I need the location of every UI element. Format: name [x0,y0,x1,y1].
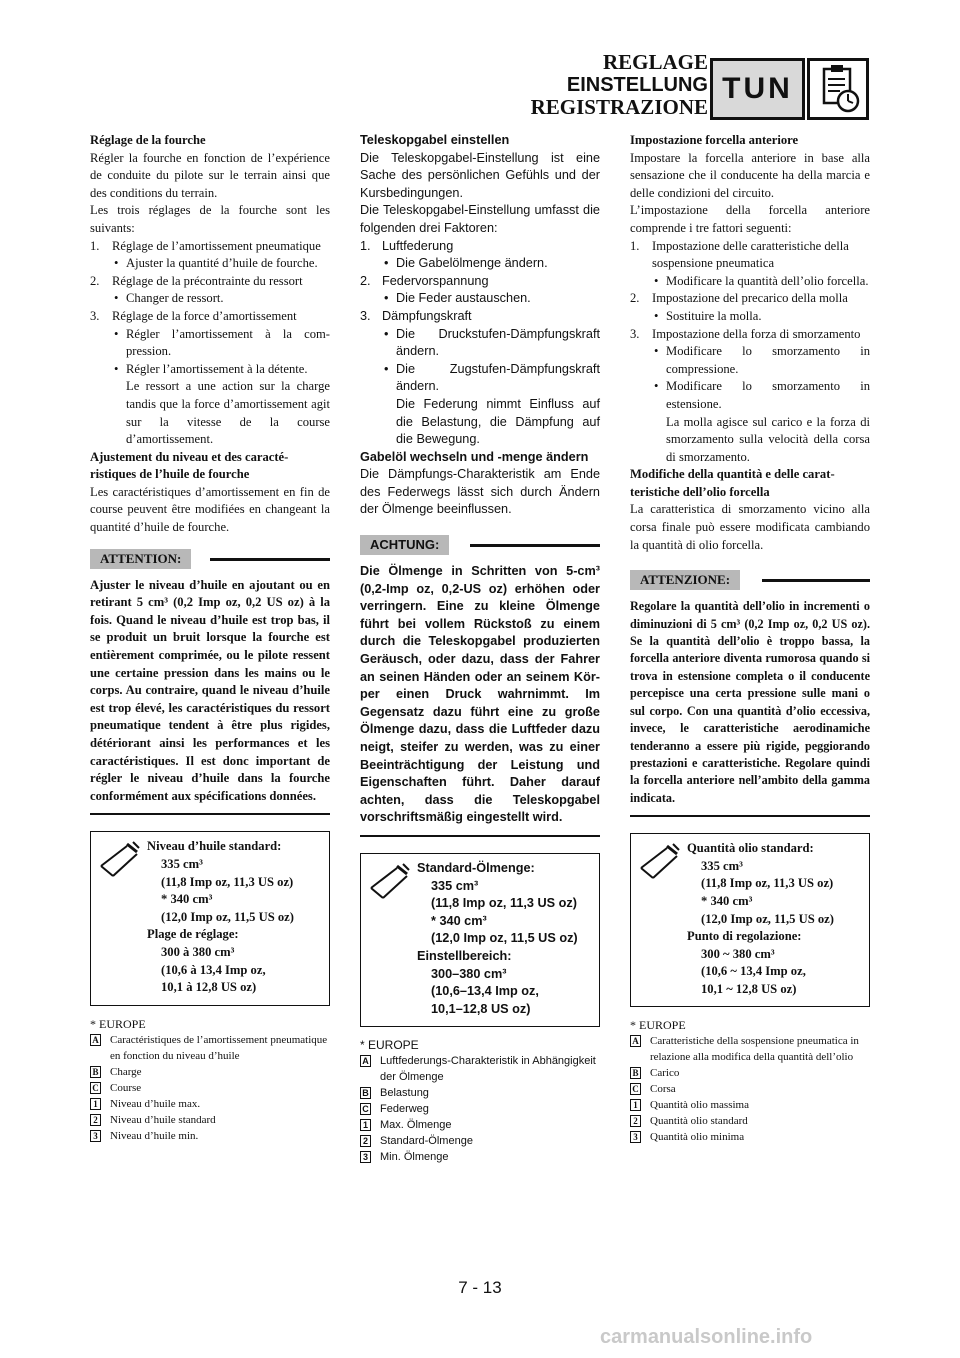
title-it: REGISTRAZIONE [530,95,708,119]
bullet-item: • Modificare lo smorzamento in compressione. [630,343,870,378]
caution-label: ACHTUNG: [360,535,449,555]
bullet-icon: • [114,291,119,306]
heading-fork-adjust: Réglage de la fourche [90,133,206,147]
legend-item: A Luftfederungs-Charakteristik in Abhängigkeit der Ölmenge [360,1053,600,1085]
title-de: EINSTELLUNG [566,74,708,96]
list-item: 2. Réglage de la précontrainte du ressort [90,273,303,288]
figure-legend: * EUROPE A Luftfederungs-Charakteristik in Abhängigkeit der Ölmenge B Belastung C Federweg 1 Max. Ölmenge 2 Standard-Ölmenge 3 Min. Ölmenge [360,1037,600,1165]
paragraph: Die Teleskopgabel-Einstellung umfasst die folgenden drei Faktoren: [360,203,600,235]
bullet-icon: • [384,326,389,341]
caution-label: ATTENTION: [90,549,191,569]
caution-header [360,533,600,559]
column-french [90,132,330,1144]
divider [470,544,600,547]
paragraph: Régler la fourche en fonction de l’expérience de conduite du pilote sur le terrain ainsi que des conditions du terrain. [90,150,330,200]
bullet-icon: • [654,344,659,359]
paragraph: Les caractéristiques d’amortissement en fin de course peuvent être modifiées en changeant la quantité d’huile de fourche. [90,484,330,535]
paragraph: Impostare la forcella anteriore in base alla sensazione che il conducente ha della marcia e delle condizioni del circuito. [630,150,870,200]
clipboard-stopwatch-icon [807,58,869,120]
caution-text: Die Ölmenge in Schritten von 5-cm³ (0,2-Imp oz, 0,2-US oz) erhöhen oder verringern. Eine zu kleine Ölmenge führt bei vollem Rückstoß zu einem durch die Teleskopgabel produzierten Geräusch, oder dazu, dass der Fahrer an seinen Händen oder an seinem Körper einen Druck wahrnimmt. Im Gegensatz dazu führt eine zu große Ölmenge dazu, dass die Luftfeder dazu neigt, steifer zu werden, was zu einer Beeinträchtigung der Leistung und Eigenschaften führt. Daher darauf achten, dass die Teleskopgabel vorschriftsmäßig eingestellt wird. [360,563,600,837]
list-item: 3. Dämpfungskraft [360,308,472,323]
bullet-icon: • [654,379,659,394]
bullet-item: • Sostituire la molla. [630,308,870,326]
caution-text: Ajuster le niveau d’huile en ajoutant ou en retirant 5 cm³ (0,2 Imp oz, 0,2 US oz) à la fois. Quand le niveau d’huile est trop bas, il se produit un bruit lorsque la fourche est entièrement comprimée, ou le pilote ressent une certaine pression dans les mains ou le corps. Au contraire, quand le niveau d’huile est trop élevé, les caractéristiques du ressort pneumatique tendent à être plus rigides, détériorant ainsi les performances et les caractéristiques. Il est donc important de régler le niveau d’huile dans la fourche conformément aux spécifications données. [90,577,330,816]
column-italian [630,132,870,1145]
page-header [520,52,880,122]
title-fr: REGLAGE [602,50,708,74]
heading-fork-adjust: Teleskopgabel einstellen [360,133,510,147]
bullet-item: • Die Druckstufen-Dämpfungskraft ändern. [360,326,600,361]
paragraph: Die Teleskopgabel-Einstellung ist eine Sache des persönlichen Gefühls und der Kursbedingungen. [360,150,600,200]
list-item: 1. Impostazione delle caratteristiche della sospensione pneumatica [630,238,849,271]
legend-item: 2 Niveau d’huile standard [90,1112,330,1128]
legend-item: A Caractéristiques de l’amortissement pneumatique en fonction du niveau d’huile [90,1032,330,1064]
bullet-item: • Régler l’amortissement à la détente. [90,361,330,379]
bullet-item: • Die Gabelölmenge ändern. [360,255,600,273]
bullet-icon: • [384,291,389,306]
legend-item: A Caratteristiche della sospensione pneumatica in relazione alla modifica della quantità dell’olio [630,1033,870,1065]
note: La molla agisce sul carico e la forza di smorzamento sulla velocità della corsa di smorzamento. [666,414,870,464]
spec-box: Quantità olio standard: 335 cm³ (11,8 Imp oz, 11,3 US oz) * 340 cm³ (12,0 Imp oz, 11,5 US oz) Punto di regolazione: 300 ~ 380 cm³ (10,6 ~ 13,4 Imp oz, 10,1 ~ 12,8 US oz) [630,833,870,1007]
note: Die Federung nimmt Einfluss auf die Belastung, die Dämpfung auf die Bewegung. [396,396,600,447]
wrench-pencil-icon [637,842,685,882]
legend-item: 2 Standard-Ölmenge [360,1133,600,1149]
legend-item: 1 Niveau d’huile max. [90,1096,330,1112]
figure-legend: * EUROPE A Caractéristiques de l’amortissement pneumatique en fonction du niveau d’huile B Charge C Course 1 Niveau d’huile max. 2 Niveau d’huile standard 3 Niveau d’huile min. [90,1016,330,1144]
list-item: 3. Réglage de la force d’amortissement [90,308,297,323]
bullet-item: • Modificare la quantità dell’olio forcella. [630,273,870,291]
bullet-item: • Ajuster la quantité d’huile de fourche. [90,255,330,273]
wrench-pencil-icon [367,862,415,902]
section-code-badge: TUN [710,58,805,120]
caution-text: Regolare la quantità dell’olio in incrementi o diminuzioni di 5 cm³ (0,2 Imp oz, 0,2 US oz). Se la quantità dell’olio è troppo bassa, la forcella anteriore diventa rumorosa quando si trova in estensione completa o il conducente percepisce una certa pressione sulle mani o sul corpo. Con una quantità d’olio eccessiva, invece, le caratteristiche aerodinamiche tenderanno a essere più rigide, peggiorando prestazioni e caratteristiche. Regolare quindi la forcella anteriore nell’ambito della gamma indicata. [630,598,870,817]
legend-item: 1 Quantità olio massima [630,1097,870,1113]
paragraph: L’impostazione della forcella anteriore comprende i tre fattori seguenti: [630,203,870,235]
divider [210,558,330,561]
list-item: 2. Federvorspannung [360,273,489,288]
bullet-icon: • [654,273,659,288]
bullet-item: • Régler l’amortissement à la compression. [90,326,330,361]
caution-header [630,568,870,594]
bullet-icon: • [654,308,659,323]
legend-item: 3 Quantità olio minima [630,1129,870,1145]
paragraph: Les trois réglages de la fourche sont les suivants: [90,203,330,235]
bullet-item: • Die Zugstufen-Dämpfungskraft ändern. [360,361,600,396]
legend-item: B Belastung [360,1085,600,1101]
legend-item: C Course [90,1080,330,1096]
legend-item: B Carico [630,1065,870,1081]
bullet-item: • Modificare lo smorzamento in estensione. [630,378,870,413]
spec-box: Niveau d’huile standard: 335 cm³ (11,8 Imp oz, 11,3 US oz) * 340 cm³ (12,0 Imp oz, 11,5 US oz) Plage de réglage: 300 à 380 cm³ (10,6 à 13,4 Imp oz, 10,1 à 12,8 US oz) [90,831,330,1005]
column-german [360,132,600,1165]
note: Le ressort a une action sur la charge tandis que la force d’amortissement agit sur la vitesse de la course d’amortissement. [126,379,330,447]
legend-item: 2 Quantità olio standard [630,1113,870,1129]
spec-box: Standard-Ölmenge: 335 cm³ (11,8 Imp oz, 11,3 US oz) * 340 cm³ (12,0 Imp oz, 11,5 US oz) Einstellbereich: 300–380 cm³ (10,6–13,4 Imp oz, 10,1–12,8 US oz) [360,853,600,1027]
paragraph: Die Dämpfungs-Charakteristik am Ende des Federwegs lässt sich durch Ändern der Ölmenge beeinflussen. [360,467,600,517]
legend-item: 3 Niveau d’huile min. [90,1128,330,1144]
bullet-icon: • [384,256,389,271]
watermark: carmanualsonline.info [600,1326,813,1348]
heading-fork-adjust: Impostazione forcella anteriore [630,133,799,147]
heading-oil-level: Gabelöl wechseln und -menge ändern [360,449,589,464]
section-titles [531,52,708,118]
divider [762,579,870,582]
bullet-icon: • [384,361,389,376]
caution-label: ATTENZIONE: [630,570,740,590]
list-item: 2. Impostazione del precarico della molla [630,291,848,306]
heading-oil-level: Modifiche della quantità e delle caratteristiche dell’olio forcella [630,467,835,499]
list-item: 3. Impostazione della forza di smorzamento [630,326,861,341]
bullet-icon: • [114,361,119,376]
caution-header [90,547,330,573]
heading-oil-level: Ajustement du niveau et des caractéristiques de l’huile de fourche [90,449,289,482]
paragraph: La caratteristica di smorzamento vicino alla corsa finale può essere modificata cambiando la quantità di olio forcella. [630,502,870,552]
page-number: 7 - 13 [458,1278,502,1297]
legend-item: B Charge [90,1064,330,1080]
figure-legend: * EUROPE A Caratteristiche della sospensione pneumatica in relazione alla modifica della quantità dell’olio B Carico C Corsa 1 Quantità olio massima 2 Quantità olio standard 3 Quantità olio minima [630,1017,870,1145]
list-item: 1. Réglage de l’amortissement pneumatique [90,238,321,253]
bullet-icon: • [114,256,119,271]
legend-item: 3 Min. Ölmenge [360,1149,600,1165]
legend-item: C Corsa [630,1081,870,1097]
bullet-item: • Changer de ressort. [90,290,330,308]
list-item: 1. Luftfederung [360,238,454,253]
bullet-icon: • [114,326,119,341]
wrench-pencil-icon [97,840,145,880]
legend-item: C Federweg [360,1101,600,1117]
bullet-item: • Die Feder austauschen. [360,290,600,308]
legend-item: 1 Max. Ölmenge [360,1117,600,1133]
